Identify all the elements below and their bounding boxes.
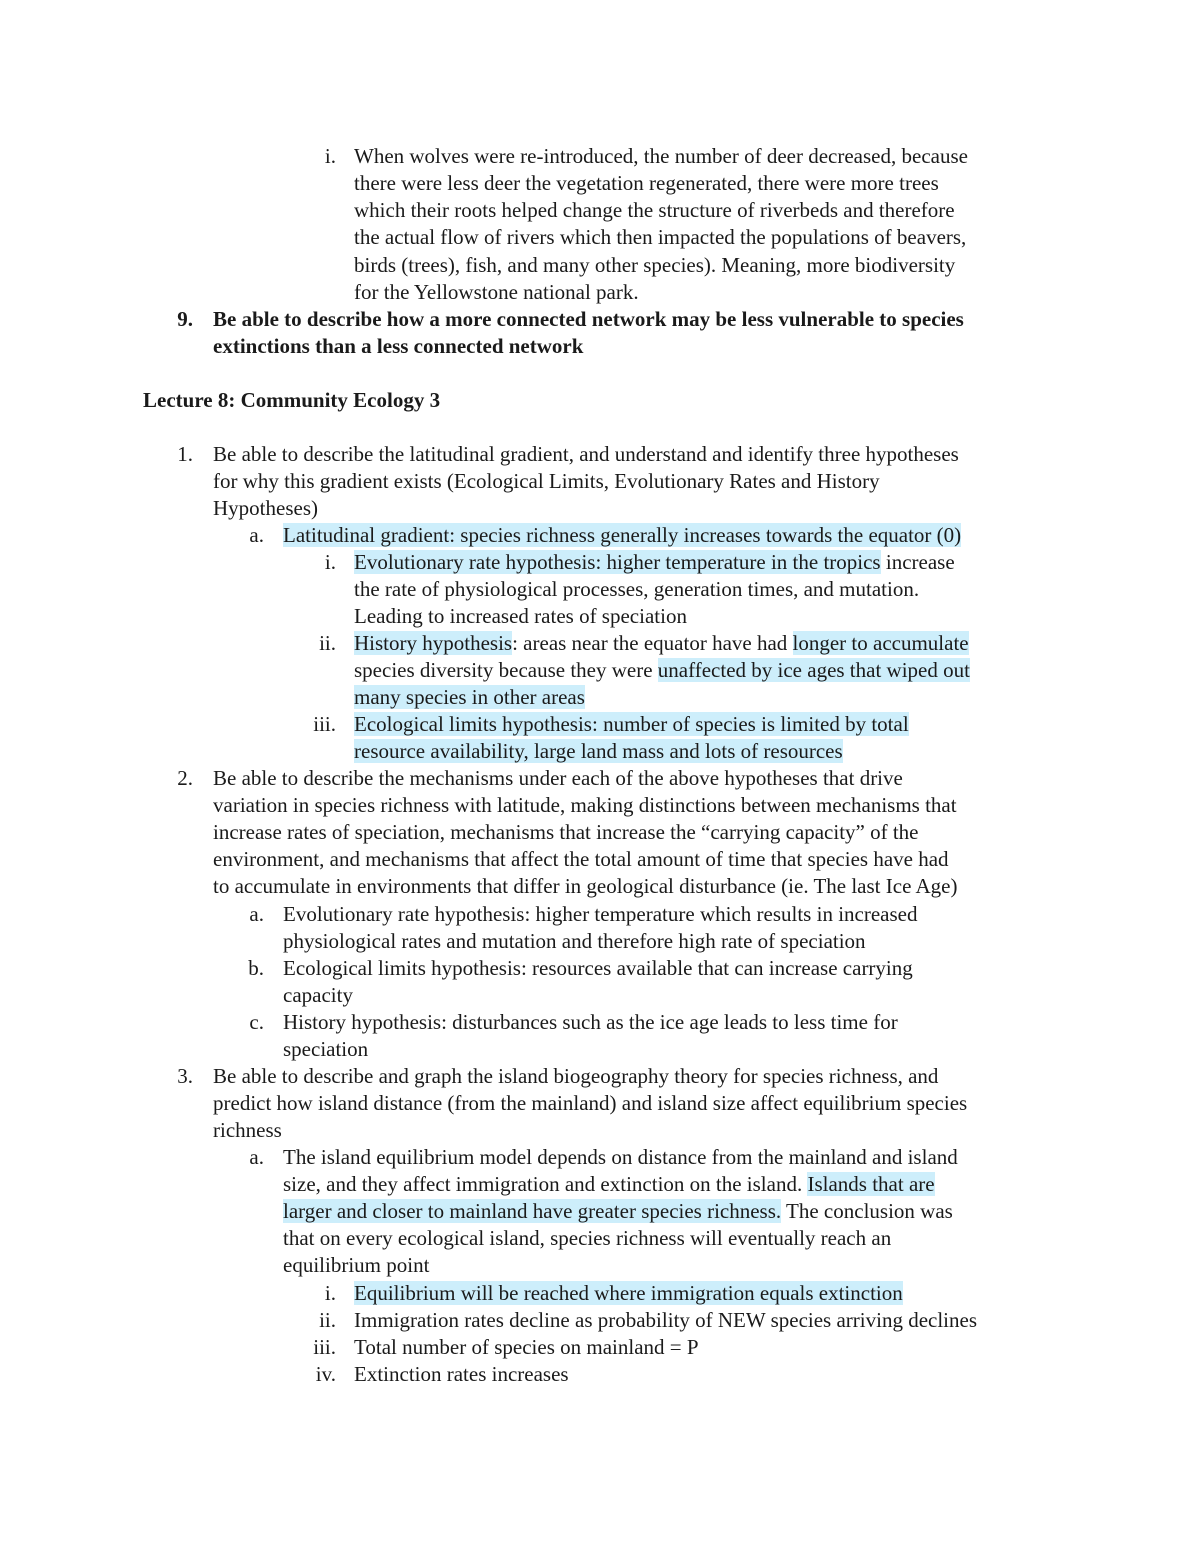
section-heading: Lecture 8: Community Ecology 3 — [143, 388, 441, 412]
list-marker: i. — [324, 1281, 336, 1305]
answer-line: Evolutionary rate hypothesis: higher temperature which results in increased — [283, 902, 918, 926]
answer-line — [354, 684, 585, 711]
answer-line: History hypothesis: disturbances such as the ice age leads to less time for — [283, 1010, 898, 1034]
question-line: predict how island distance (from the mainland) and island size affect equilibrium species — [213, 1091, 968, 1115]
answer-line: Leading to increased rates of speciation — [354, 604, 687, 628]
question-line: Be able to describe and graph the island biogeography theory for species richness, and — [213, 1064, 939, 1088]
paragraph-line: birds (trees), fish, and many other species). Meaning, more biodiversity — [354, 253, 956, 277]
question-line: Hypotheses) — [213, 496, 318, 520]
question-line: for why this gradient exists (Ecological Limits, Evolutionary Rates and History — [213, 469, 880, 493]
list-marker: 9. — [177, 307, 193, 331]
list-marker: i. — [324, 144, 336, 168]
answer-line: The island equilibrium model depends on distance from the mainland and island — [283, 1145, 958, 1169]
paragraph-line: When wolves were re-introduced, the number of deer decreased, because — [354, 144, 968, 168]
list-marker: a. — [249, 523, 264, 547]
answer-line — [283, 1171, 935, 1198]
answer-line — [283, 1198, 953, 1225]
answer-line — [283, 522, 961, 549]
list-marker: c. — [249, 1010, 264, 1034]
answer-line — [354, 711, 909, 738]
plain-text: species diversity because they were — [354, 658, 658, 682]
question-line: Be able to describe the mechanisms under each of the above hypotheses that drive — [213, 766, 903, 790]
list-marker: ii. — [319, 631, 336, 655]
list-marker: a. — [249, 1145, 264, 1169]
paragraph-line: for the Yellowstone national park. — [354, 280, 639, 304]
highlighted-text: many species in other areas — [354, 685, 585, 709]
answer-line: Total number of species on mainland = P — [354, 1335, 699, 1359]
list-marker: a. — [249, 902, 264, 926]
highlighted-text: number of species is limited by total — [603, 712, 909, 736]
highlighted-text: longer to accumulate — [792, 631, 969, 655]
plain-text: : areas near the equator have had — [512, 631, 793, 655]
highlighted-text: resource availability, large land mass and lots of resources — [354, 739, 843, 763]
question-line: variation in species richness with latitude, making distinctions between mechanisms that — [213, 793, 957, 817]
list-marker: iii. — [313, 712, 336, 736]
answer-line: capacity — [283, 983, 353, 1007]
answer-line — [354, 738, 843, 765]
answer-line: that on every ecological island, species richness will eventually reach an — [283, 1226, 892, 1250]
plain-text: size, and they affect immigration and extinction on the island. — [283, 1172, 808, 1196]
highlighted-text: Equilibrium will be reached where immigration equals extinction — [354, 1281, 903, 1305]
highlighted-text: Evolutionary rate hypothesis: higher temperature in the tropics — [354, 550, 881, 574]
list-marker: 1. — [177, 442, 193, 466]
highlighted-text: Islands that are — [807, 1172, 935, 1196]
answer-line: Immigration rates decline as probability of NEW species arriving declines — [354, 1308, 977, 1332]
question-line: increase rates of speciation, mechanisms that increase the “carrying capacity” of the — [213, 820, 919, 844]
highlighted-text: larger and closer to mainland have greater species richness. — [283, 1199, 782, 1223]
highlighted-text: History hypothesis — [354, 631, 513, 655]
question-line: to accumulate in environments that differ in geological disturbance (ie. The last Ice Age) — [213, 874, 958, 898]
list-marker: 2. — [177, 766, 193, 790]
list-marker: iv. — [315, 1362, 336, 1386]
list-marker: iii. — [313, 1335, 336, 1359]
highlighted-text: unaffected by ice ages that wiped out — [657, 658, 970, 682]
answer-line: Extinction rates increases — [354, 1362, 569, 1386]
highlighted-text: Ecological limits hypothesis: — [354, 712, 604, 736]
list-marker: 3. — [177, 1064, 193, 1088]
highlighted-text: Latitudinal gradient: species richness generally increases towards the equator (0) — [283, 523, 962, 547]
plain-text: increase — [880, 550, 955, 574]
paragraph-line: the actual flow of rivers which then impacted the populations of beavers, — [354, 225, 967, 249]
list-marker: b. — [248, 956, 264, 980]
answer-line: physiological rates and mutation and therefore high rate of speciation — [283, 929, 866, 953]
answer-line: Ecological limits hypothesis: resources available that can increase carrying — [283, 956, 913, 980]
list-marker: ii. — [319, 1308, 336, 1332]
answer-line: speciation — [283, 1037, 369, 1061]
question-line: Be able to describe how a more connected network may be less vulnerable to species — [213, 307, 964, 331]
answer-line: the rate of physiological processes, generation times, and mutation. — [354, 577, 920, 601]
plain-text: The conclusion was — [781, 1199, 953, 1223]
question-line: environment, and mechanisms that affect the total amount of time that species have had — [213, 847, 949, 871]
question-line: Be able to describe the latitudinal gradient, and understand and identify three hypotheses — [213, 442, 959, 466]
question-line: richness — [213, 1118, 282, 1142]
paragraph-line: there were less deer the vegetation regenerated, there were more trees — [354, 171, 939, 195]
answer-line — [354, 549, 955, 576]
answer-line — [354, 657, 970, 684]
list-marker: i. — [324, 550, 336, 574]
answer-line — [354, 1280, 903, 1307]
question-line: extinctions than a less connected network — [213, 334, 584, 358]
answer-line — [354, 630, 969, 657]
paragraph-line: which their roots helped change the structure of riverbeds and therefore — [354, 198, 955, 222]
answer-line: equilibrium point — [283, 1253, 430, 1277]
